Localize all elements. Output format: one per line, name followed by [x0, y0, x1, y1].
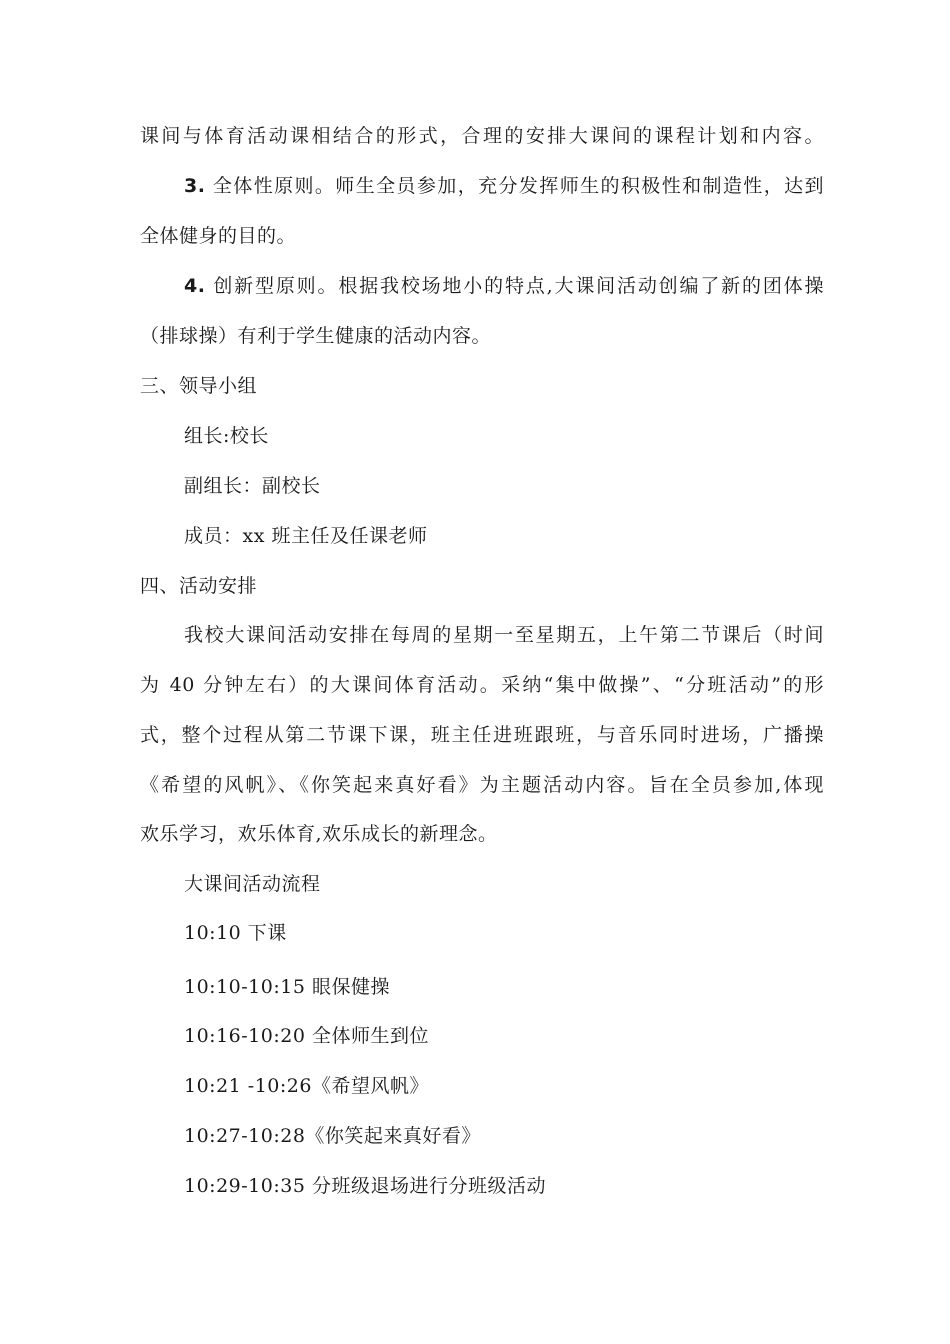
deputy-leader-line: 副组长：副校长	[184, 475, 321, 497]
principle-3-line-2: 全体健身的目的。	[140, 225, 297, 247]
flow-title: 大课间活动流程	[184, 873, 321, 895]
activity-body-line-2: 为 40 分钟左右）的大课间体育活动。采纳“集中做操”、“分班活动”的形	[140, 674, 824, 696]
principle-4-line-1	[184, 274, 824, 298]
leader-line: 组长:校长	[184, 425, 269, 447]
schedule-item: 10:29-10:35 分班级退场进行分班级活动	[184, 1175, 546, 1197]
paragraph-text: 全体性原则。师生全员参加，充分发挥师生的积极性和制造性，达到	[212, 175, 824, 197]
list-number: 3.	[184, 175, 206, 197]
activity-body-line-5: 欢乐学习，欢乐体育,欢乐成长的新理念。	[140, 823, 498, 845]
principle-3-line-1	[184, 174, 824, 198]
list-number: 4.	[184, 275, 206, 297]
paragraph-continuation	[140, 124, 824, 148]
paragraph-text: 课间与体育活动课相结合的形式，合理的安排大课间的课程计划和内容。	[140, 125, 824, 147]
schedule-item: 10:10 下课	[184, 922, 287, 944]
members-line: 成员：xx 班主任及任课老师	[184, 525, 428, 547]
schedule-item: 10:10-10:15 眼保健操	[184, 976, 390, 998]
paragraph-text: 创新型原则。根据我校场地小的特点,大课间活动创编了新的团体操	[213, 275, 824, 297]
section-heading-leadership: 三、领导小组	[140, 375, 258, 397]
schedule-item: 10:16-10:20 全体师生到位	[184, 1025, 429, 1047]
activity-body-line-3: 式，整个过程从第二节课下课，班主任进班跟班，与音乐同时进场，广播操	[140, 724, 824, 746]
activity-body-line-1: 我校大课间活动安排在每周的星期一至星期五，上午第二节课后（时间	[184, 624, 824, 646]
section-heading-activities: 四、活动安排	[140, 575, 258, 597]
schedule-item: 10:21 -10:26《希望风帆》	[184, 1075, 429, 1097]
activity-body-line-4: 《希望的风帆》、《你笑起来真好看》为主题活动内容。旨在全员参加,体现	[140, 774, 824, 796]
schedule-item: 10:27-10:28《你笑起来真好看》	[184, 1125, 481, 1147]
principle-4-line-2: （排球操）有利于学生健康的活动内容。	[140, 325, 492, 347]
